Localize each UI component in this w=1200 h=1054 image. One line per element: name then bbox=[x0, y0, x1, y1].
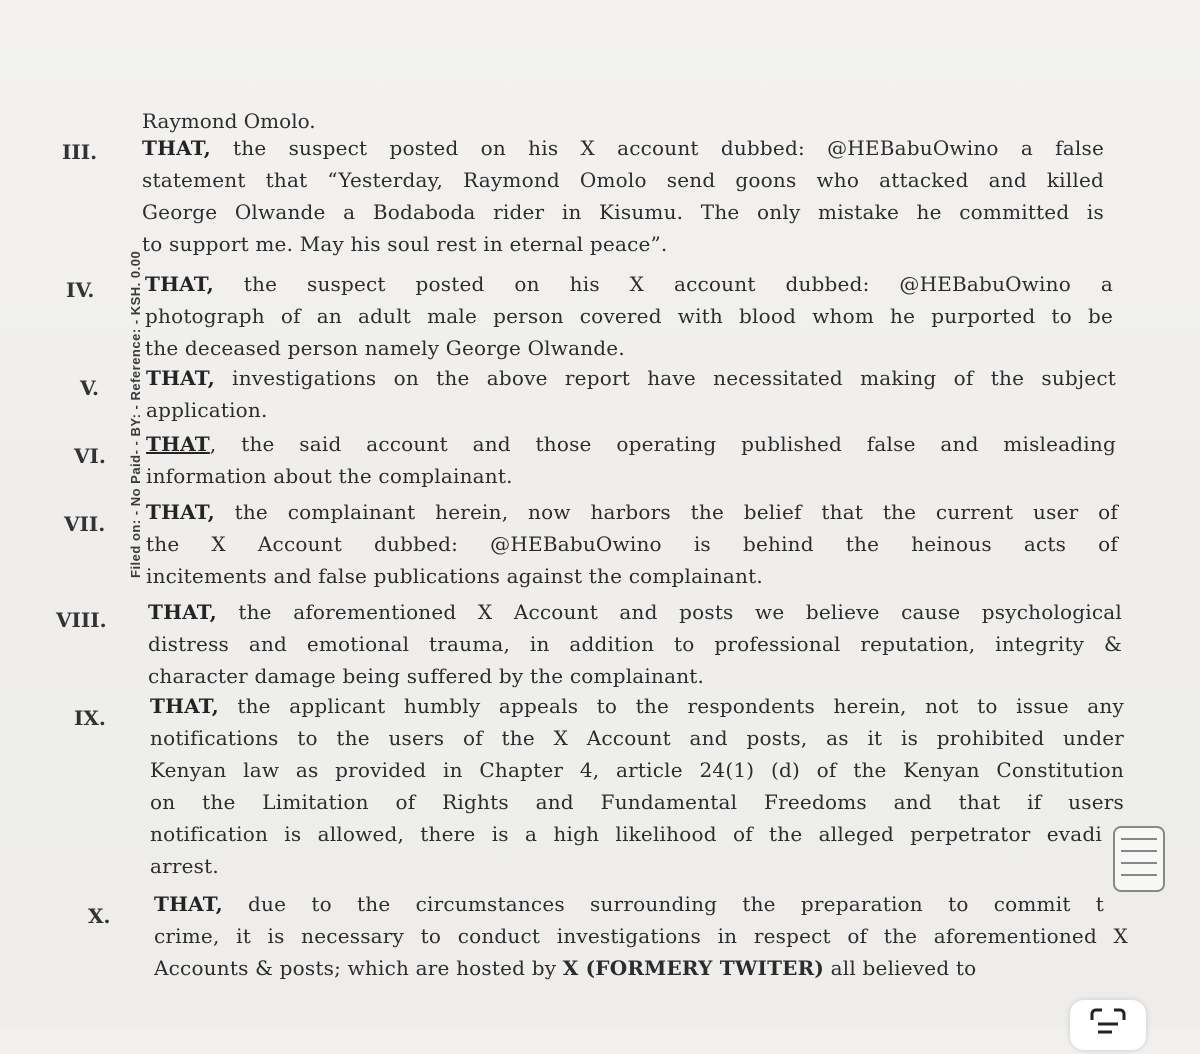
paragraph-numeral-v: V. bbox=[80, 376, 99, 400]
paragraph-line: notifications to the users of the X Account and posts, as it is prohibited under bbox=[150, 726, 1124, 750]
paragraph-x bbox=[154, 888, 1128, 984]
paragraph-numeral-x: X. bbox=[88, 904, 111, 928]
paragraph-iii bbox=[142, 132, 1104, 260]
leading-line: Raymond Omolo. bbox=[142, 109, 316, 133]
paragraph-numeral-vii: VII. bbox=[64, 512, 106, 536]
paragraph-line: THAT, the said account and those operating published false and misleading bbox=[146, 432, 1116, 456]
paragraph-line: George Olwande a Bodaboda rider in Kisumu. The only mistake he committed is bbox=[142, 200, 1104, 224]
paragraph-line: to support me. May his soul rest in eternal peace”. bbox=[142, 232, 668, 256]
paragraph-line: THAT, the complainant herein, now harbors the belief that the current user of bbox=[146, 500, 1118, 524]
paragraph-line: incitements and false publications against the complainant. bbox=[146, 564, 763, 588]
paragraph-lead: THAT bbox=[146, 432, 210, 456]
paragraph-line: character damage being suffered by the complainant. bbox=[148, 664, 705, 688]
paragraph-line: distress and emotional trauma, in addition to professional reputation, integrity & bbox=[148, 632, 1122, 656]
paragraph-numeral-viii: VIII. bbox=[56, 608, 107, 632]
paragraph-lead: THAT, bbox=[146, 366, 215, 390]
paragraph-line: statement that “Yesterday, Raymond Omolo send goons who attacked and killed bbox=[142, 168, 1104, 192]
paragraph-vi bbox=[146, 428, 1116, 492]
paragraph-line: THAT, the applicant humbly appeals to the respondents herein, not to issue any bbox=[150, 694, 1124, 718]
paragraph-numeral-iii: III. bbox=[62, 140, 98, 164]
paragraph-line: photograph of an adult male person covered with blood whom he purported to be bbox=[145, 304, 1113, 328]
paragraph-lead: THAT, bbox=[154, 892, 223, 916]
paragraph-line: arrest. bbox=[150, 854, 219, 878]
paragraph-line: Kenyan law as provided in Chapter 4, article 24(1) (d) of the Kenyan Constitution bbox=[150, 758, 1124, 782]
paragraph-line: application. bbox=[146, 398, 268, 422]
paragraph-lead: THAT, bbox=[146, 500, 215, 524]
paragraph-ix bbox=[150, 690, 1124, 882]
paragraph-line: on the Limitation of Rights and Fundamental Freedoms and that if users bbox=[150, 790, 1124, 814]
reader-mode-icon[interactable] bbox=[1113, 826, 1165, 892]
paragraph-line: information about the complainant. bbox=[146, 464, 513, 488]
paragraph-numeral-vi: VI. bbox=[74, 444, 106, 468]
paragraph-v bbox=[146, 362, 1116, 426]
paragraph-viii bbox=[148, 596, 1122, 692]
paragraph-lead: THAT, bbox=[150, 694, 219, 718]
paragraph-vii bbox=[146, 496, 1118, 592]
paragraph-line: Accounts & posts; which are hosted by X (FORMERY TWITER) all believed to bbox=[154, 956, 977, 980]
scan-text-icon[interactable] bbox=[1070, 1000, 1146, 1050]
paragraph-line: the deceased person namely George Olwande. bbox=[145, 336, 625, 360]
paragraph-lead: THAT, bbox=[148, 600, 217, 624]
paragraph-line: THAT, due to the circumstances surrounding the preparation to commit t bbox=[154, 892, 1104, 916]
paragraph-numeral-iv: IV. bbox=[66, 278, 95, 302]
paragraph-numeral-ix: IX. bbox=[74, 706, 106, 730]
paragraph-lead: THAT, bbox=[142, 136, 211, 160]
paragraph-line: THAT, investigations on the above report have necessitated making of the subject bbox=[146, 366, 1116, 390]
scan-text-glyph bbox=[1070, 1000, 1146, 1050]
paragraph-line: THAT, the suspect posted on his X account dubbed: @HEBabuOwino a false bbox=[142, 136, 1104, 160]
paragraph-line: the X Account dubbed: @HEBabuOwino is behind the heinous acts of bbox=[146, 532, 1118, 556]
paragraph-line: THAT, the suspect posted on his X account dubbed: @HEBabuOwino a bbox=[145, 272, 1113, 296]
paragraph-lead: THAT, bbox=[145, 272, 214, 296]
paragraph-line: crime, it is necessary to conduct investigations in respect of the aforementioned X bbox=[154, 924, 1128, 948]
paragraph-line: THAT, the aforementioned X Account and posts we believe cause psychological bbox=[148, 600, 1122, 624]
filing-stamp: Filed on: - No Paid- - BY: - Reference: - KSH. 0.00 bbox=[128, 250, 143, 578]
formerly-twitter-label: X (FORMERY TWITER) bbox=[562, 956, 825, 980]
paragraph-iv bbox=[145, 268, 1113, 364]
paragraph-line: notification is allowed, there is a high likelihood of the alleged perpetrator evadi bbox=[150, 822, 1102, 846]
